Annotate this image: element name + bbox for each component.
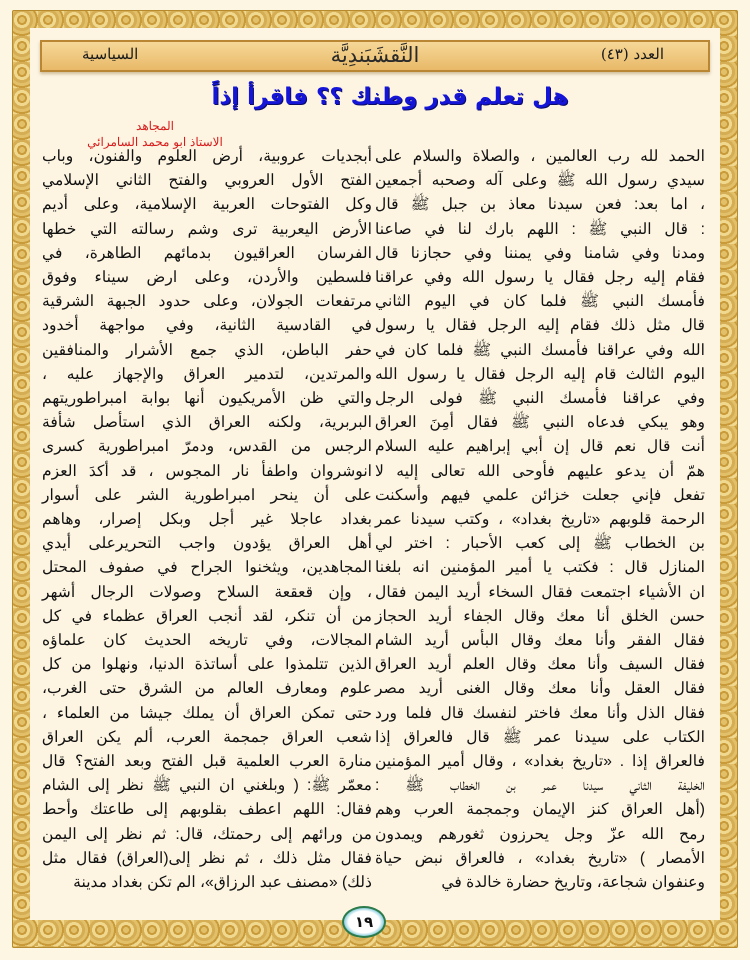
article-text-line: أهل العراق يؤدون واجب التحريرعلى أيدي: [42, 535, 372, 553]
article-text-line: الكتاب على سيدنا عمر ﷺ قال فالعراق إذا: [375, 728, 705, 746]
article-column-right: [375, 145, 705, 895]
article-text-line: ان الأشياء اجتمعت فقال السخاء أريد اليمن فقال: [375, 583, 705, 601]
article-text-line: فلسطين والأردن، وعلى ارض سيناء وفوق: [42, 269, 372, 287]
article-text-line: حتى تمكن العراق أن يملك جيشا من العلماء ،: [42, 704, 372, 722]
article-text-line: شعب العراق جمجمة العرب، ألم يكن العراق: [42, 728, 372, 746]
article-text-line: (أهل العراق كنز الإيمان وجمجمة العرب وهم: [375, 801, 705, 819]
article-text-line: الأرض اليعربية ترى وشم رسالته التي خطها: [42, 220, 372, 238]
article-text-line: فأمسك النبي ﷺ فلما كان في اليوم الثاني: [375, 293, 705, 311]
author-name: الاستاذ ابو محمد السامرائي: [87, 135, 223, 149]
article-text-line: سيدي رسول الله ﷺ وعلى آله وصحبه أجمعين: [375, 172, 705, 190]
article-text-line: علوم ومعارف العالم من الشرق حتى الغرب،: [42, 680, 372, 698]
article-text-line: على أن ينحر امبراطورية الشر على أسوار: [42, 486, 372, 504]
article-text-line: رمح الله عزّ وجل يحرزون ثغورهم ويمدون: [375, 825, 705, 843]
article-text-line: وكل الفتوحات العربية الإسلامية، وعلى أديم: [42, 196, 372, 214]
article-text-line: الفرسان العراقيون بدمائهم الطاهرة، في: [42, 244, 372, 262]
article-text-line: الذين تتلمذوا على أساتذة الدنيا، ونهلوا من كل: [42, 656, 372, 674]
article-text-line: المجاهدين، ويثخنوا الجراح في صفوف المحتل: [42, 559, 372, 577]
author-title: المجاهد: [136, 119, 174, 133]
article-text-line: من أن تنكر، لقد أنجب العراق عظماء في كل: [42, 607, 372, 625]
article-text-line: الله وفي عراقنا فأمسك النبي ﷺ فلما كان في: [375, 341, 705, 359]
article-text-line: ، وإن قعقعة السلاح وصولات الرجال أشهر: [42, 583, 372, 601]
article-text-line: حفر الباطن، الذي جمع الأشرار والمنافقين: [42, 341, 372, 359]
article-text-line: المنازل قال : فكتب يا أمير المؤمنين انه بلغنا: [375, 559, 705, 577]
article-text-line: بغداد عاجلا غير أجل وبكل إصرار، وهاهم: [42, 511, 372, 529]
article-text-line: ومدنا وفي شامنا وفي يمننا وفي حجازنا قال: [375, 244, 705, 262]
article-text-line: بن الخطاب ﷺ إلى كعب الأحبار : اختر لي: [375, 535, 705, 553]
article-text-line: وهو يبكي فدعاه النبي ﷺ فقال أمِنَ العراق: [375, 414, 705, 432]
page-number-badge: ١٩: [342, 906, 386, 938]
article-column-left: [42, 145, 372, 895]
article-text-line: والمرتدين، لتدمير العراق والإجهاز عليه ،: [42, 365, 372, 383]
article-text-line: والتي ظن الأمريكيون أنها بوابة امبراطوريتهم: [42, 390, 372, 408]
article-text-line: وفي عراقنا فأمسك النبي ﷺ فولى الرجل: [375, 390, 705, 408]
article-text-line: فقال السيف وأنا معك وقال العلم أريد العراق: [375, 656, 705, 674]
article-text-line: معمّر ﷺ: ( وبلغني ان النبي ﷺ نظر إلى الشام: [42, 777, 372, 795]
article-text-line: همّ أن يدعو عليهم فأوحى الله تعالى إليه لا: [375, 462, 705, 480]
article-text-line: وعنفوان شجاعة، وتاريخ حضارة خالدة في: [441, 874, 705, 892]
article-text-line: انوشروان واطفأ نار المجوس ، قد أكدَ العزم: [42, 462, 372, 480]
article-text-line: فقال مثل ذلك ، ثم نظر إلى(العراق) فقال مثل: [42, 849, 372, 867]
article-text-line: أبجديات عروبية، أرض العلوم والفنون، وباب: [42, 148, 372, 165]
article-text-line: ، اما بعد: فعن سيدنا معاذ بن جبل ﷺ قال: [375, 196, 705, 214]
article-text-line: الرحمة قلوبهم «تاريخ بغداد» ، وكتب سيدنا عمر: [375, 511, 705, 529]
article-text-line: الفتح الأول العروبي والفتح الثاني الإسلامي: [42, 172, 372, 190]
article-text-line: فقال الذل وأنا معك فاختر لنفسك قال فلما ورد: [375, 704, 705, 722]
magazine-header-bar: [40, 40, 710, 72]
article-text-line: فقال الفقر وأنا معك وقال البأس أريد الشام: [375, 632, 705, 650]
article-text-line: اليوم الثالث قام إليه الرجل فقال يا رسول الله: [375, 365, 705, 383]
section-label: السياسية: [82, 45, 139, 63]
article-text-line: ذلك) «مصنف عبد الرزاق»، الم تكن بغداد مدينة: [73, 874, 372, 892]
article-text-line: فقام إليه رجل فقال يا رسول الله وفي عراقنا: [375, 269, 705, 287]
article-text-line: الخليفة الثاني سيدنا عمر بن الخطاب ﷺ :: [375, 777, 705, 795]
magazine-name: النَّقشَبَندِيَّة: [330, 43, 420, 67]
article-text-line: منارة العرب العلمية قبل الفتح وبعد الفتح؟ قال: [42, 753, 372, 771]
article-text-line: في القادسية الثانية، وفي مواجهة أخدود: [42, 317, 372, 335]
article-text-line: فقال: اللهم اعطف بقلوبهم إلى طاعتك وأحط: [42, 801, 372, 819]
article-text-line: مرتفعات الجولان، وعلى حدود الجبهة الشرقية: [42, 293, 372, 311]
article-text-line: فالعراق إذا . «تاريخ بغداد» ، وقال أمير المؤمنين: [375, 753, 705, 771]
article-text-line: قال مثل ذلك فقام إليه الرجل فقال يا رسول: [375, 317, 705, 335]
article-text-line: أنت قال نعم قال إن أبي إبراهيم عليه السلام: [375, 438, 705, 456]
article-text-line: حسن الخلق أنا معك وقال الجفاء أريد الحجاز: [375, 607, 705, 625]
article-text-line: الرجس من القدس، ودمرّ امبراطورية كسرى: [42, 438, 372, 456]
article-text-line: البربرية، ولكنه العراق الذي استأصل شأفة: [42, 414, 372, 432]
article-text-line: الحمد لله رب العالمين ، والصلاة والسلام على: [375, 148, 705, 165]
issue-number: العدد (٤٣): [600, 45, 664, 63]
article-title: هل تعلم قدر وطنك ؟؟ فاقرأ إذاً: [211, 84, 569, 110]
article-text-line: المجالات، وفي تاريخه الحديث كان علماؤه: [42, 632, 372, 650]
article-text-line: من ورائهم إلى رحمتك، قال: ثم نظر إلى اليمن: [42, 825, 372, 843]
article-text-line: : قال النبي ﷺ : اللهم بارك لنا في صاعنا: [375, 220, 705, 238]
article-text-line: فقال العقل وأنا معك وقال الغنى أريد مصر: [375, 680, 705, 698]
article-text-line: الأمصار ) «تاريخ بغداد» ، فالعراق نبض حياة: [375, 849, 705, 867]
article-text-line: تفعل فإني جعلت خزائن علمي فيهم وأسكنت: [375, 486, 705, 504]
